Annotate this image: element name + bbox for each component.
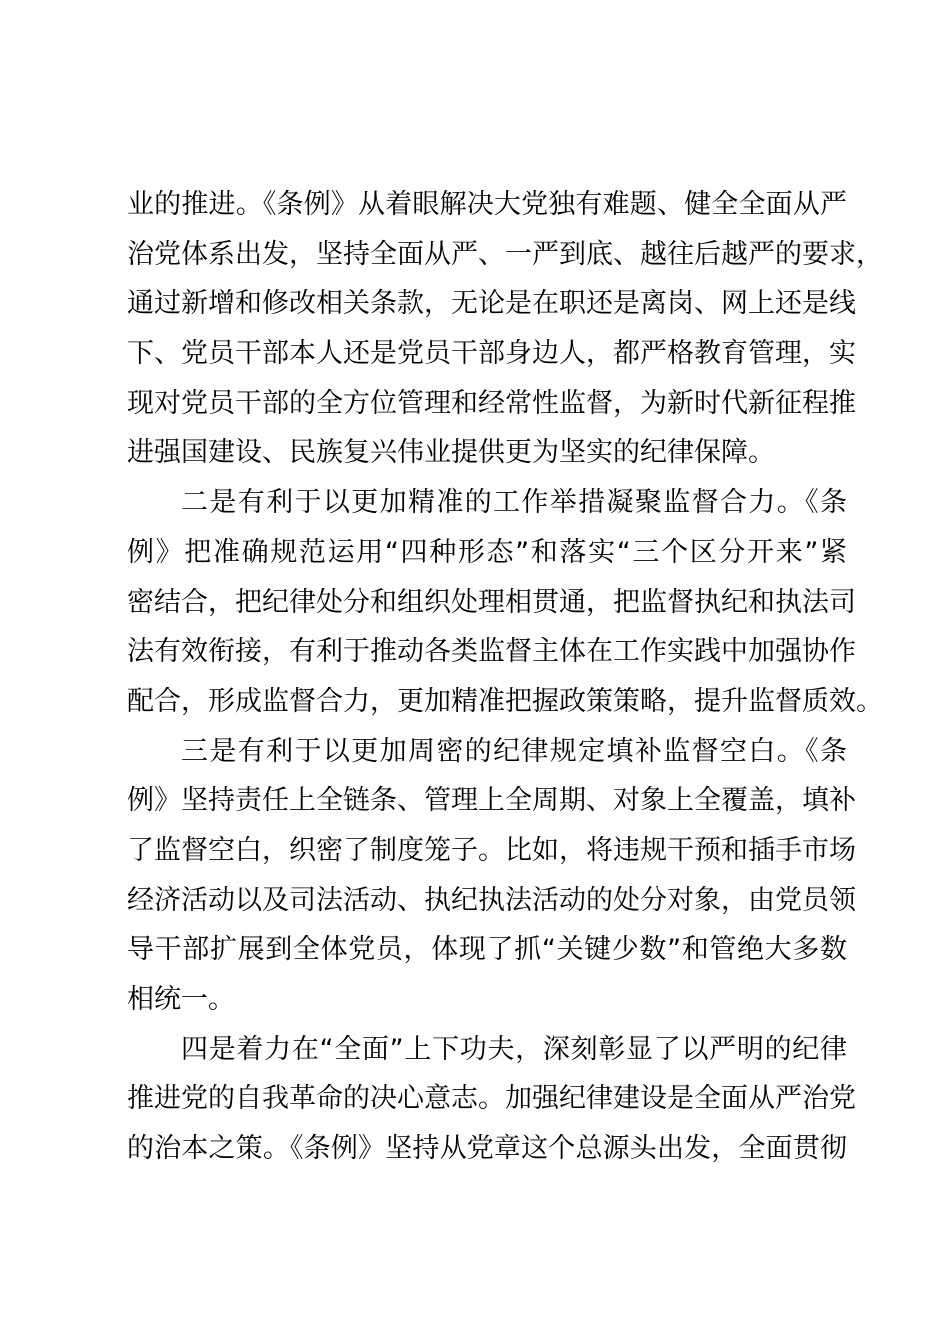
text-line: 例》把准确规范运用“四种形态”和落实“三个区分开来”紧 bbox=[127, 536, 847, 568]
text-line: 法有效衔接，有利于推动各类监督主体在工作实践中加强协作 bbox=[127, 636, 856, 668]
text-line: 了监督空白，织密了制度笼子。比如，将违规干预和插手市场 bbox=[127, 834, 856, 866]
paragraph-start-line: 三是有利于以更加周密的纪律规定填补监督空白。《条 bbox=[181, 735, 847, 767]
text-line: 例》坚持责任上全链条、管理上全周期、对象上全覆盖，填补 bbox=[127, 785, 856, 817]
text-line: 进强国建设、民族复兴伟业提供更为坚实的纪律保障。 bbox=[127, 437, 775, 469]
text-line: 相统一。 bbox=[127, 984, 235, 1015]
text-line: 通过新增和修改相关条款，无论是在职还是离岗、网上还是线 bbox=[127, 288, 856, 320]
paragraph-start-line: 二是有利于以更加精准的工作举措凝聚监督合力。《条 bbox=[181, 487, 847, 519]
paragraph-start-line: 四是着力在“全面”上下功夫，深刻彰显了以严明的纪律 bbox=[181, 1033, 847, 1065]
text-line: 密结合，把纪律处分和组织处理相贯通，把监督执纪和执法司 bbox=[127, 586, 856, 618]
text-line: 治党体系出发，坚持全面从严、一严到底、越往后越严的要求， bbox=[127, 238, 883, 270]
text-line: 经济活动以及司法活动、执纪执法活动的处分对象，由党员领 bbox=[127, 884, 856, 916]
text-line: 的治本之策。《条例》坚持从党章这个总源头出发，全面贯彻 bbox=[127, 1133, 847, 1165]
text-line: 下、党员干部本人还是党员干部身边人，都严格教育管理，实 bbox=[127, 338, 856, 370]
text-line: 现对党员干部的全方位管理和经常性监督，为新时代新征程推 bbox=[127, 387, 856, 419]
text-line: 推进党的自我革命的决心意志。加强纪律建设是全面从严治党 bbox=[127, 1083, 856, 1115]
text-line: 业的推进。《条例》从着眼解决大党独有难题、健全全面从严 bbox=[127, 189, 847, 220]
document-body bbox=[127, 180, 883, 1174]
text-line: 导干部扩展到全体党员，体现了抓“关键少数”和管绝大多数 bbox=[127, 934, 847, 966]
text-line: 配合，形成监督合力，更加精准把握政策策略，提升监督质效。 bbox=[127, 685, 883, 717]
